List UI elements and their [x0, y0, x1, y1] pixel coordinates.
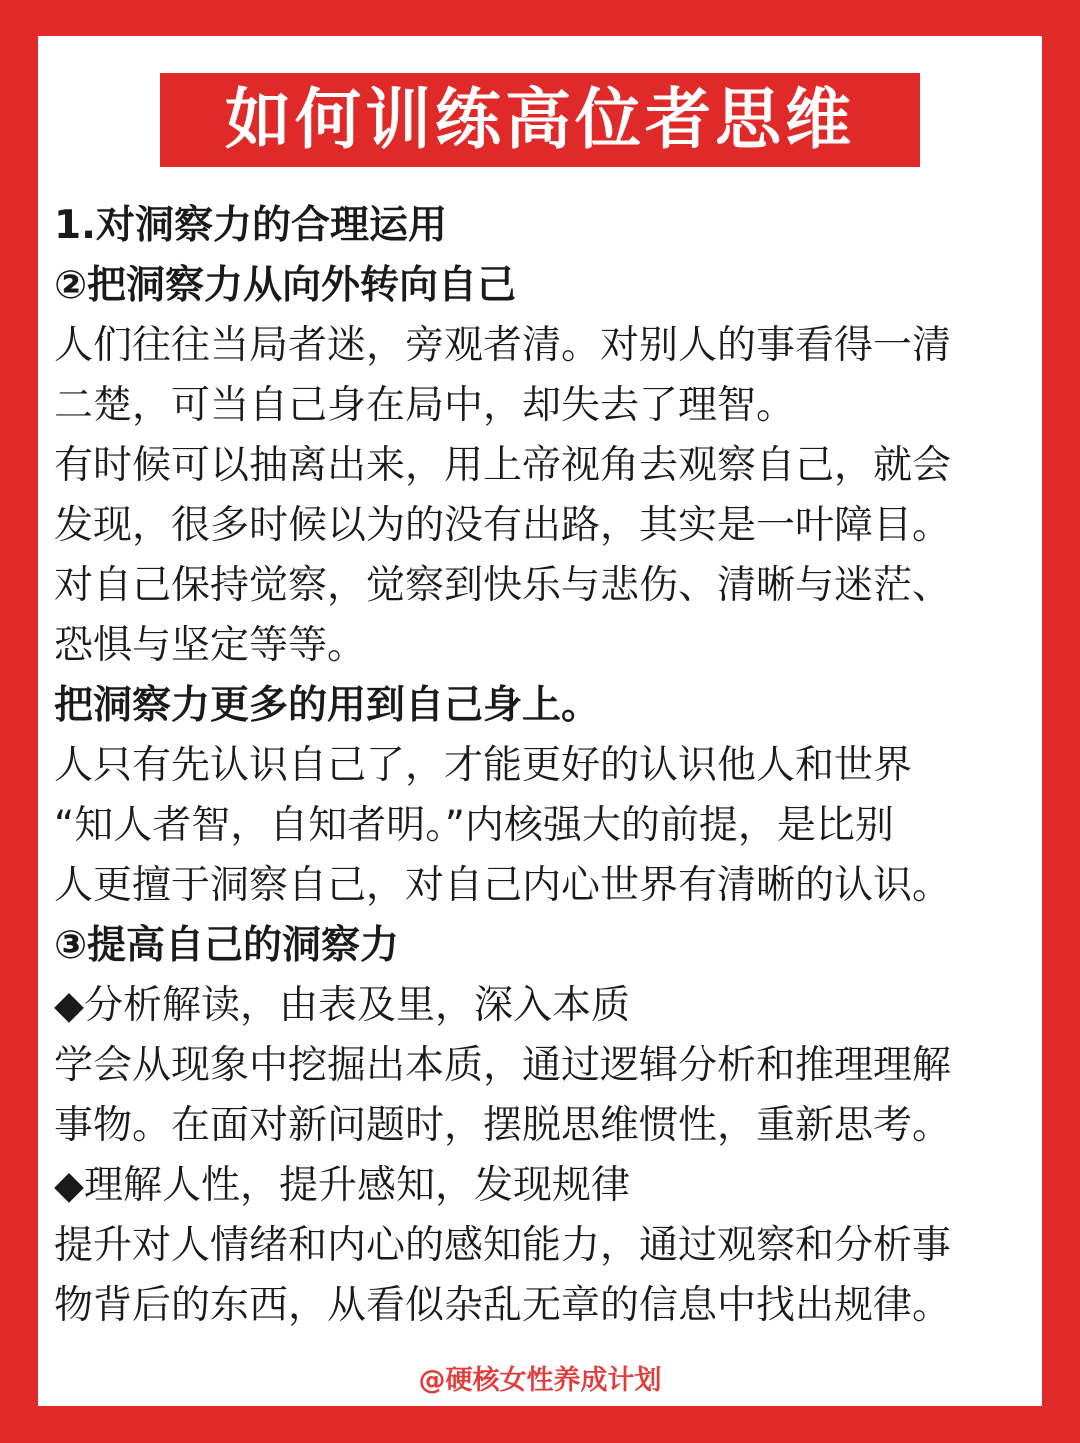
- author-watermark: @硬核女性养成计划: [418, 1365, 662, 1396]
- text-line: 对自己保持觉察，觉察到快乐与悲伤、清晰与迷茫、: [54, 563, 952, 608]
- text-line: 1.对洞察力的合理运用: [54, 203, 447, 248]
- text-line: “知人者智，自知者明。”内核强大的前提，是比别: [54, 803, 894, 848]
- text-line: ②把洞察力从向外转向自己: [54, 263, 517, 308]
- text-line: 人们往往当局者迷，旁观者清。对别人的事看得一清: [54, 323, 952, 368]
- text-line: 有时候可以抽离出来，用上帝视角去观察自己，就会: [54, 443, 952, 488]
- text-line: 二楚，可当自己身在局中，却失去了理智。: [54, 383, 796, 428]
- article-body: [54, 196, 1034, 1336]
- text-line: 人只有先认识自己了，才能更好的认识他人和世界: [54, 743, 913, 788]
- page-title: 如何训练高位者思维: [160, 73, 920, 167]
- text-line: 提升对人情绪和内心的感知能力，通过观察和分析事: [54, 1223, 952, 1268]
- text-line: 发现，很多时候以为的没有出路，其实是一叶障目。: [54, 503, 952, 548]
- text-line: 事物。在面对新问题时，摆脱思维惯性，重新思考。: [54, 1103, 952, 1148]
- text-line: 把洞察力更多的用到自己身上。: [54, 683, 601, 728]
- text-line: 人更擅于洞察自己，对自己内心世界有清晰的认识。: [54, 863, 952, 908]
- content-card: [38, 36, 1042, 1406]
- text-line: 物背后的东西，从看似杂乱无章的信息中找出规律。: [54, 1283, 952, 1328]
- text-line: 恐惧与坚定等等。: [54, 623, 367, 668]
- text-line: ◆理解人性，提升感知，发现规律: [54, 1163, 630, 1208]
- text-line: ◆分析解读，由表及里，深入本质: [54, 983, 630, 1028]
- text-line: 学会从现象中挖掘出本质，通过逻辑分析和推理理解: [54, 1043, 952, 1088]
- text-line: ③提高自己的洞察力: [54, 923, 400, 968]
